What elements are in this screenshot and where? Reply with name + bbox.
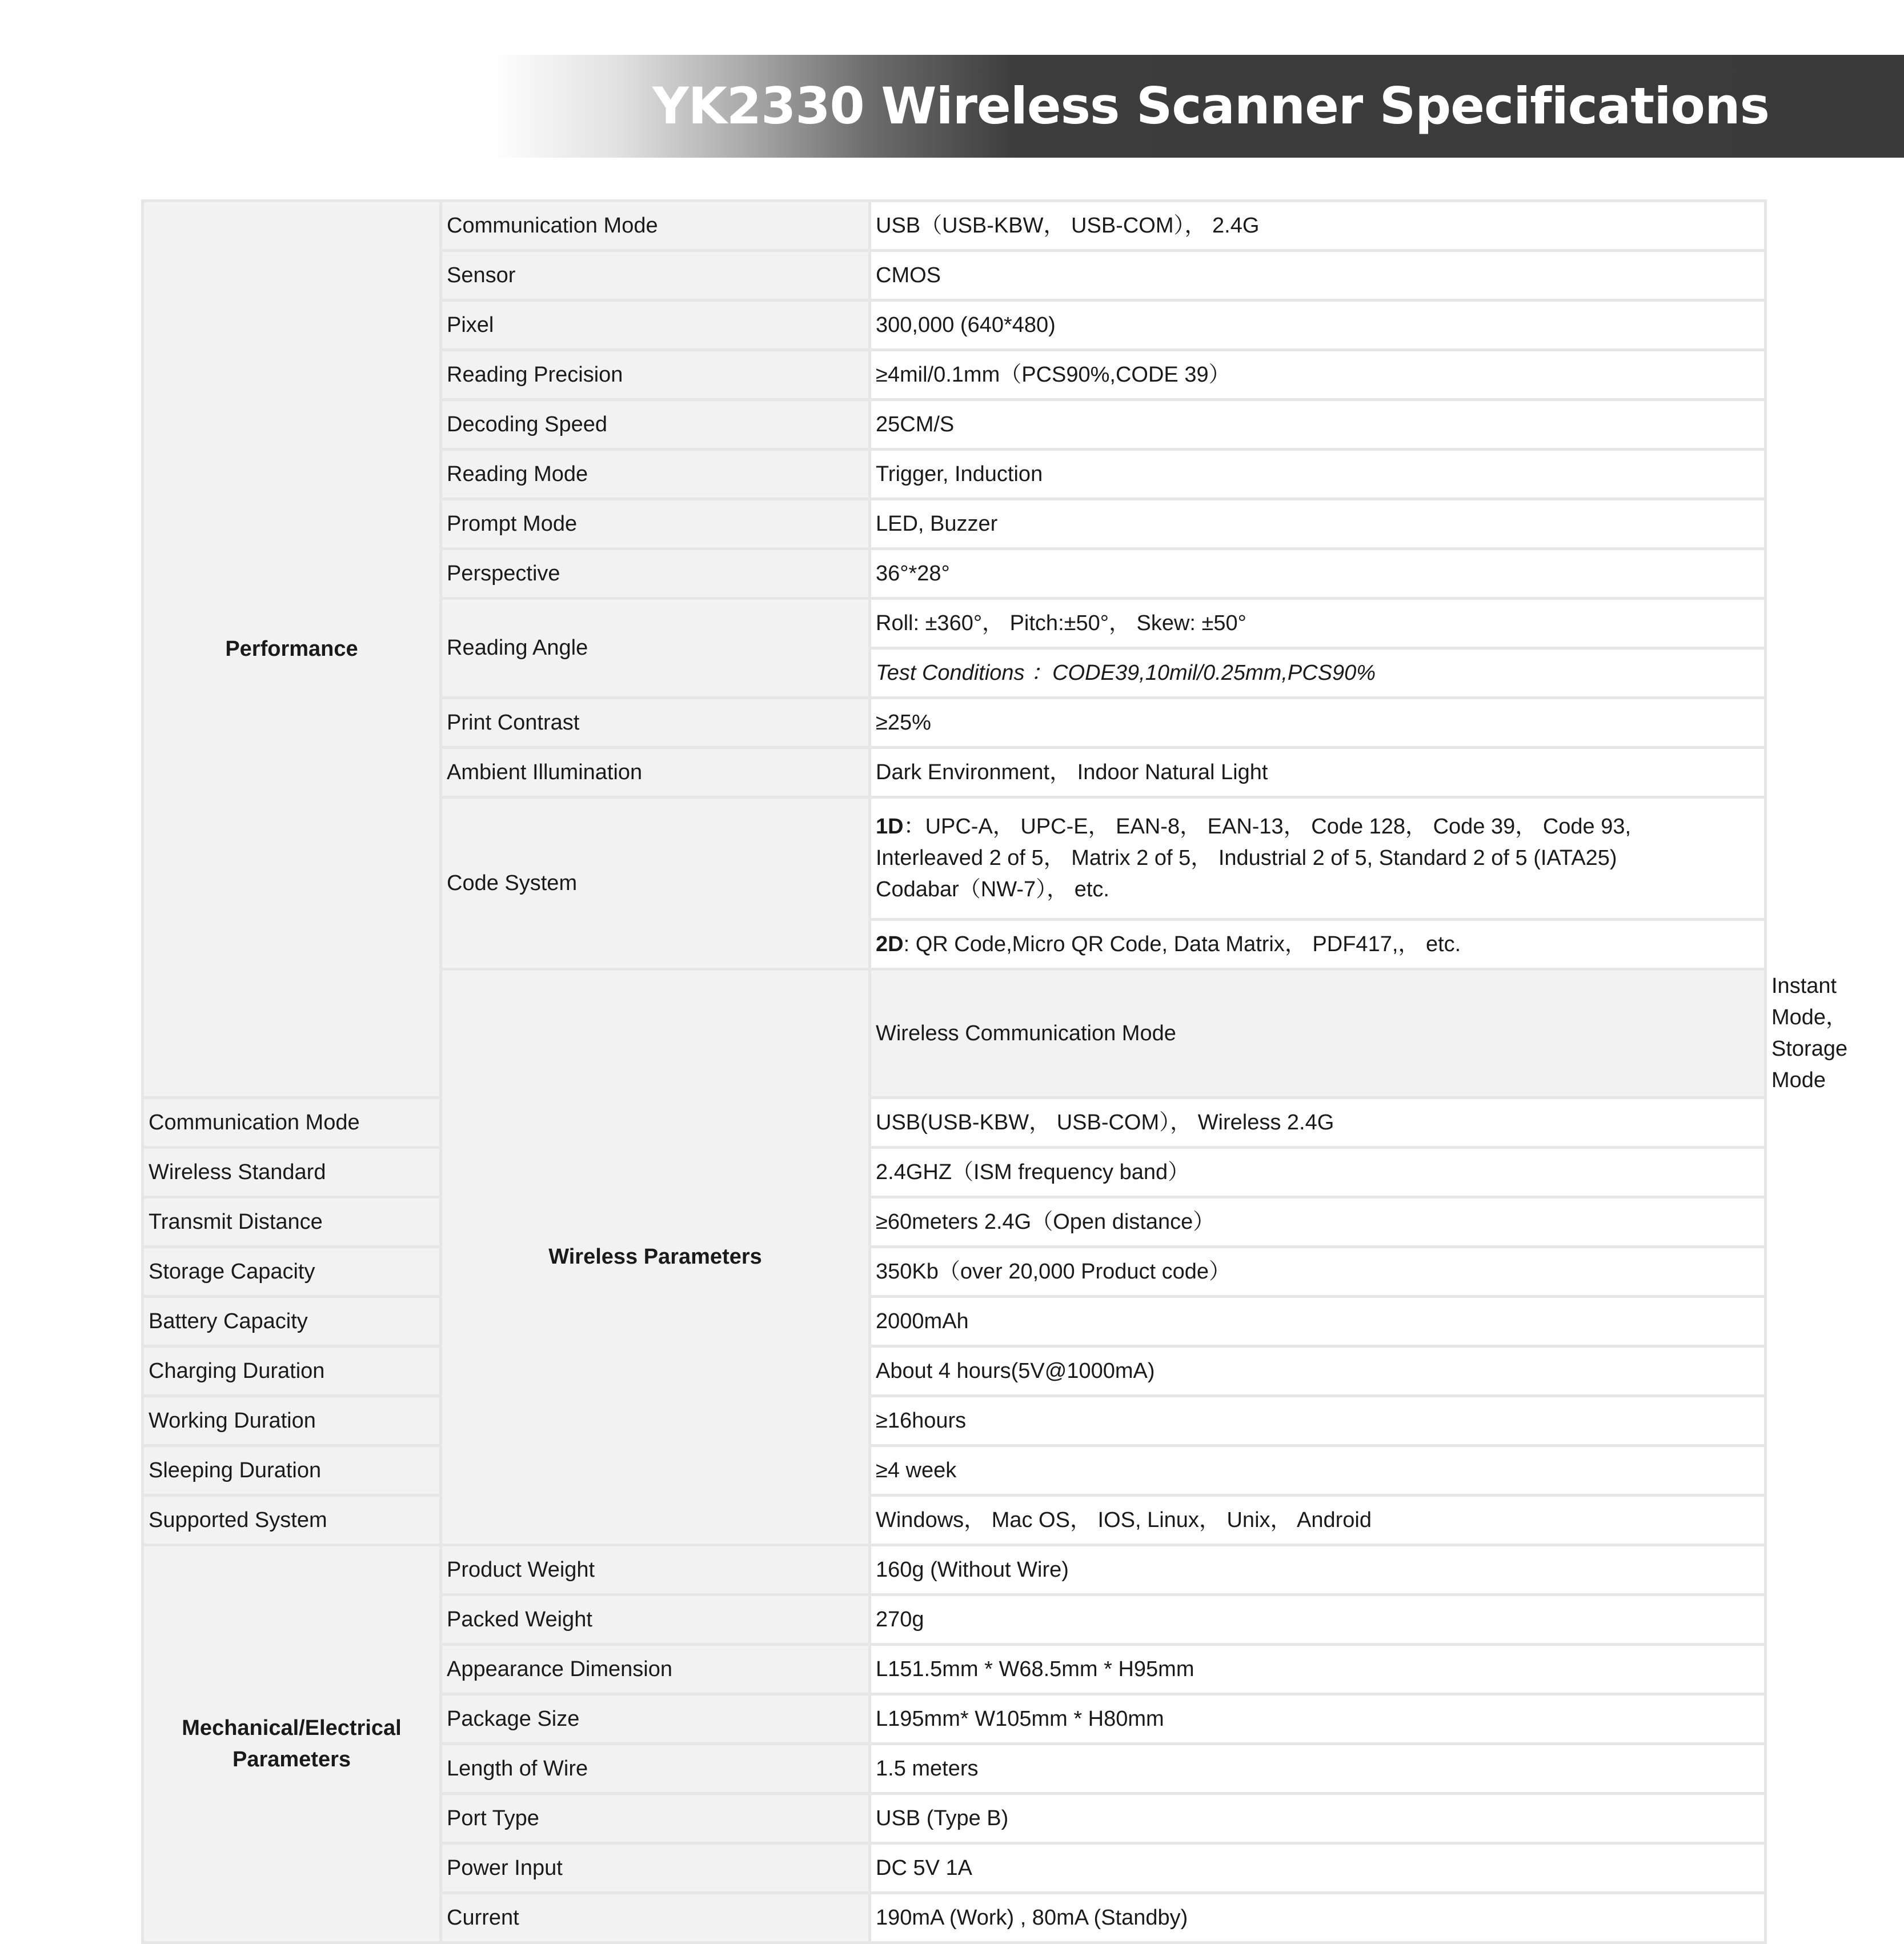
table-row (143, 1446, 1766, 1496)
table-row (143, 1098, 1766, 1148)
spec-value: 25CM/S (870, 400, 1766, 450)
spec-value: 160g (Without Wire) (870, 1545, 1766, 1595)
spec-label: Prompt Mode (441, 499, 870, 549)
spec-value: ≥25% (870, 698, 1766, 748)
spec-label: Port Type (441, 1794, 870, 1843)
spec-label: Pixel (441, 300, 870, 350)
spec-value-2d (870, 920, 1766, 969)
code-1d-prefix: 1D (876, 815, 904, 839)
spec-label: Battery Capacity (143, 1297, 441, 1346)
table-row (143, 1247, 1766, 1297)
spec-label: Sensor (441, 251, 870, 300)
spec-value: ≥16hours (870, 1396, 1766, 1446)
spec-value: 190mA (Work) , 80mA (Standby) (870, 1893, 1766, 1943)
spec-value: 300,000 (640*480) (870, 300, 1766, 350)
page-title: YK2330 Wireless Scanner Specifications (652, 77, 1769, 135)
spec-value: ≥4 week (870, 1446, 1766, 1496)
group-mechanical: Mechanical/Electrical Parameters (143, 1545, 441, 1943)
code-2d-prefix: 2D (876, 932, 904, 956)
spec-value-1d (870, 797, 1766, 920)
spec-value: Roll: ±360°， Pitch:±50°， Skew: ±50° (870, 599, 1766, 648)
spec-label: Code System (441, 797, 870, 969)
spec-label: Print Contrast (441, 698, 870, 748)
spec-value: L151.5mm * W68.5mm * H95mm (870, 1645, 1766, 1694)
spec-value: LED, Buzzer (870, 499, 1766, 549)
spec-note: Test Conditions ：CODE39,10mil/0.25mm,PCS90% (870, 648, 1766, 698)
table-row (143, 1197, 1766, 1247)
spec-table (141, 199, 1848, 1944)
spec-value: ≥60meters 2.4G（Open distance） (870, 1197, 1766, 1247)
spec-label: Charging Duration (143, 1346, 441, 1396)
table-row (143, 201, 1766, 251)
code-2d-value: : QR Code,Micro QR Code, Data Matrix， PDF417,， etc. (903, 932, 1461, 956)
spec-value: Trigger, Induction (870, 450, 1766, 499)
group-wireless: Wireless Parameters (441, 969, 870, 1545)
spec-label: Wireless Communication Mode (870, 969, 1766, 1098)
code-1d-line1: ：UPC-A， UPC-E， EAN-8， EAN-13， Code 128， Code 39， Code 93, (903, 815, 1632, 839)
table-row: Wireless Parameters Wireless Communication Mode Instant Mode， Storage Mode (143, 969, 1766, 1098)
spec-label: Reading Angle (441, 599, 870, 698)
spec-value: 2.4GHZ（ISM frequency band） (870, 1148, 1766, 1197)
table-row (143, 1496, 1766, 1545)
spec-value: USB (Type B) (870, 1794, 1766, 1843)
spec-label: Communication Mode (441, 201, 870, 251)
spec-label: Wireless Standard (143, 1148, 441, 1197)
code-1d-line2: Interleaved 2 of 5， Matrix 2 of 5， Industrial 2 of 5, Standard 2 of 5 (IATA25) (876, 846, 1617, 870)
spec-label: Working Duration (143, 1396, 441, 1446)
spec-label: Reading Mode (441, 450, 870, 499)
spec-label: Product Weight (441, 1545, 870, 1595)
spec-label: Communication Mode (143, 1098, 441, 1148)
spec-label: Decoding Speed (441, 400, 870, 450)
spec-label: Reading Precision (441, 350, 870, 400)
spec-label: Perspective (441, 549, 870, 599)
spec-label: Current (441, 1893, 870, 1943)
spec-label: Packed Weight (441, 1595, 870, 1645)
table-row (143, 1346, 1766, 1396)
spec-label: Storage Capacity (143, 1247, 441, 1297)
spec-value: L195mm* W105mm * H80mm (870, 1694, 1766, 1744)
spec-value: USB(USB-KBW， USB-COM）， Wireless 2.4G (870, 1098, 1766, 1148)
spec-label: Sleeping Duration (143, 1446, 441, 1496)
spec-value: About 4 hours(5V@1000mA) (870, 1346, 1766, 1396)
spec-value: 2000mAh (870, 1297, 1766, 1346)
spec-value: 1.5 meters (870, 1744, 1766, 1794)
spec-value: 350Kb（over 20,000 Product code） (870, 1247, 1766, 1297)
table-row (143, 1297, 1766, 1346)
code-1d-line3: Codabar（NW-7）， etc. (876, 877, 1109, 901)
spec-value: 36°*28° (870, 549, 1766, 599)
spec-value: DC 5V 1A (870, 1843, 1766, 1893)
spec-value: ≥4mil/0.1mm（PCS90%,CODE 39） (870, 350, 1766, 400)
spec-value: USB（USB-KBW， USB-COM）， 2.4G (870, 201, 1766, 251)
spec-value: 270g (870, 1595, 1766, 1645)
spec-value: CMOS (870, 251, 1766, 300)
header-banner (491, 55, 1904, 158)
spec-label: Length of Wire (441, 1744, 870, 1794)
spec-value: Dark Environment， Indoor Natural Light (870, 748, 1766, 797)
table-row (143, 1396, 1766, 1446)
spec-label: Supported System (143, 1496, 441, 1545)
table-row (143, 1148, 1766, 1197)
spec-label: Transmit Distance (143, 1197, 441, 1247)
spec-value: Windows， Mac OS， IOS, Linux， Unix， Android (870, 1496, 1766, 1545)
table-row (143, 1545, 1766, 1595)
spec-label: Power Input (441, 1843, 870, 1893)
spec-label: Package Size (441, 1694, 870, 1744)
spec-label: Appearance Dimension (441, 1645, 870, 1694)
spec-label: Ambient Illumination (441, 748, 870, 797)
group-performance: Performance (143, 201, 441, 1098)
